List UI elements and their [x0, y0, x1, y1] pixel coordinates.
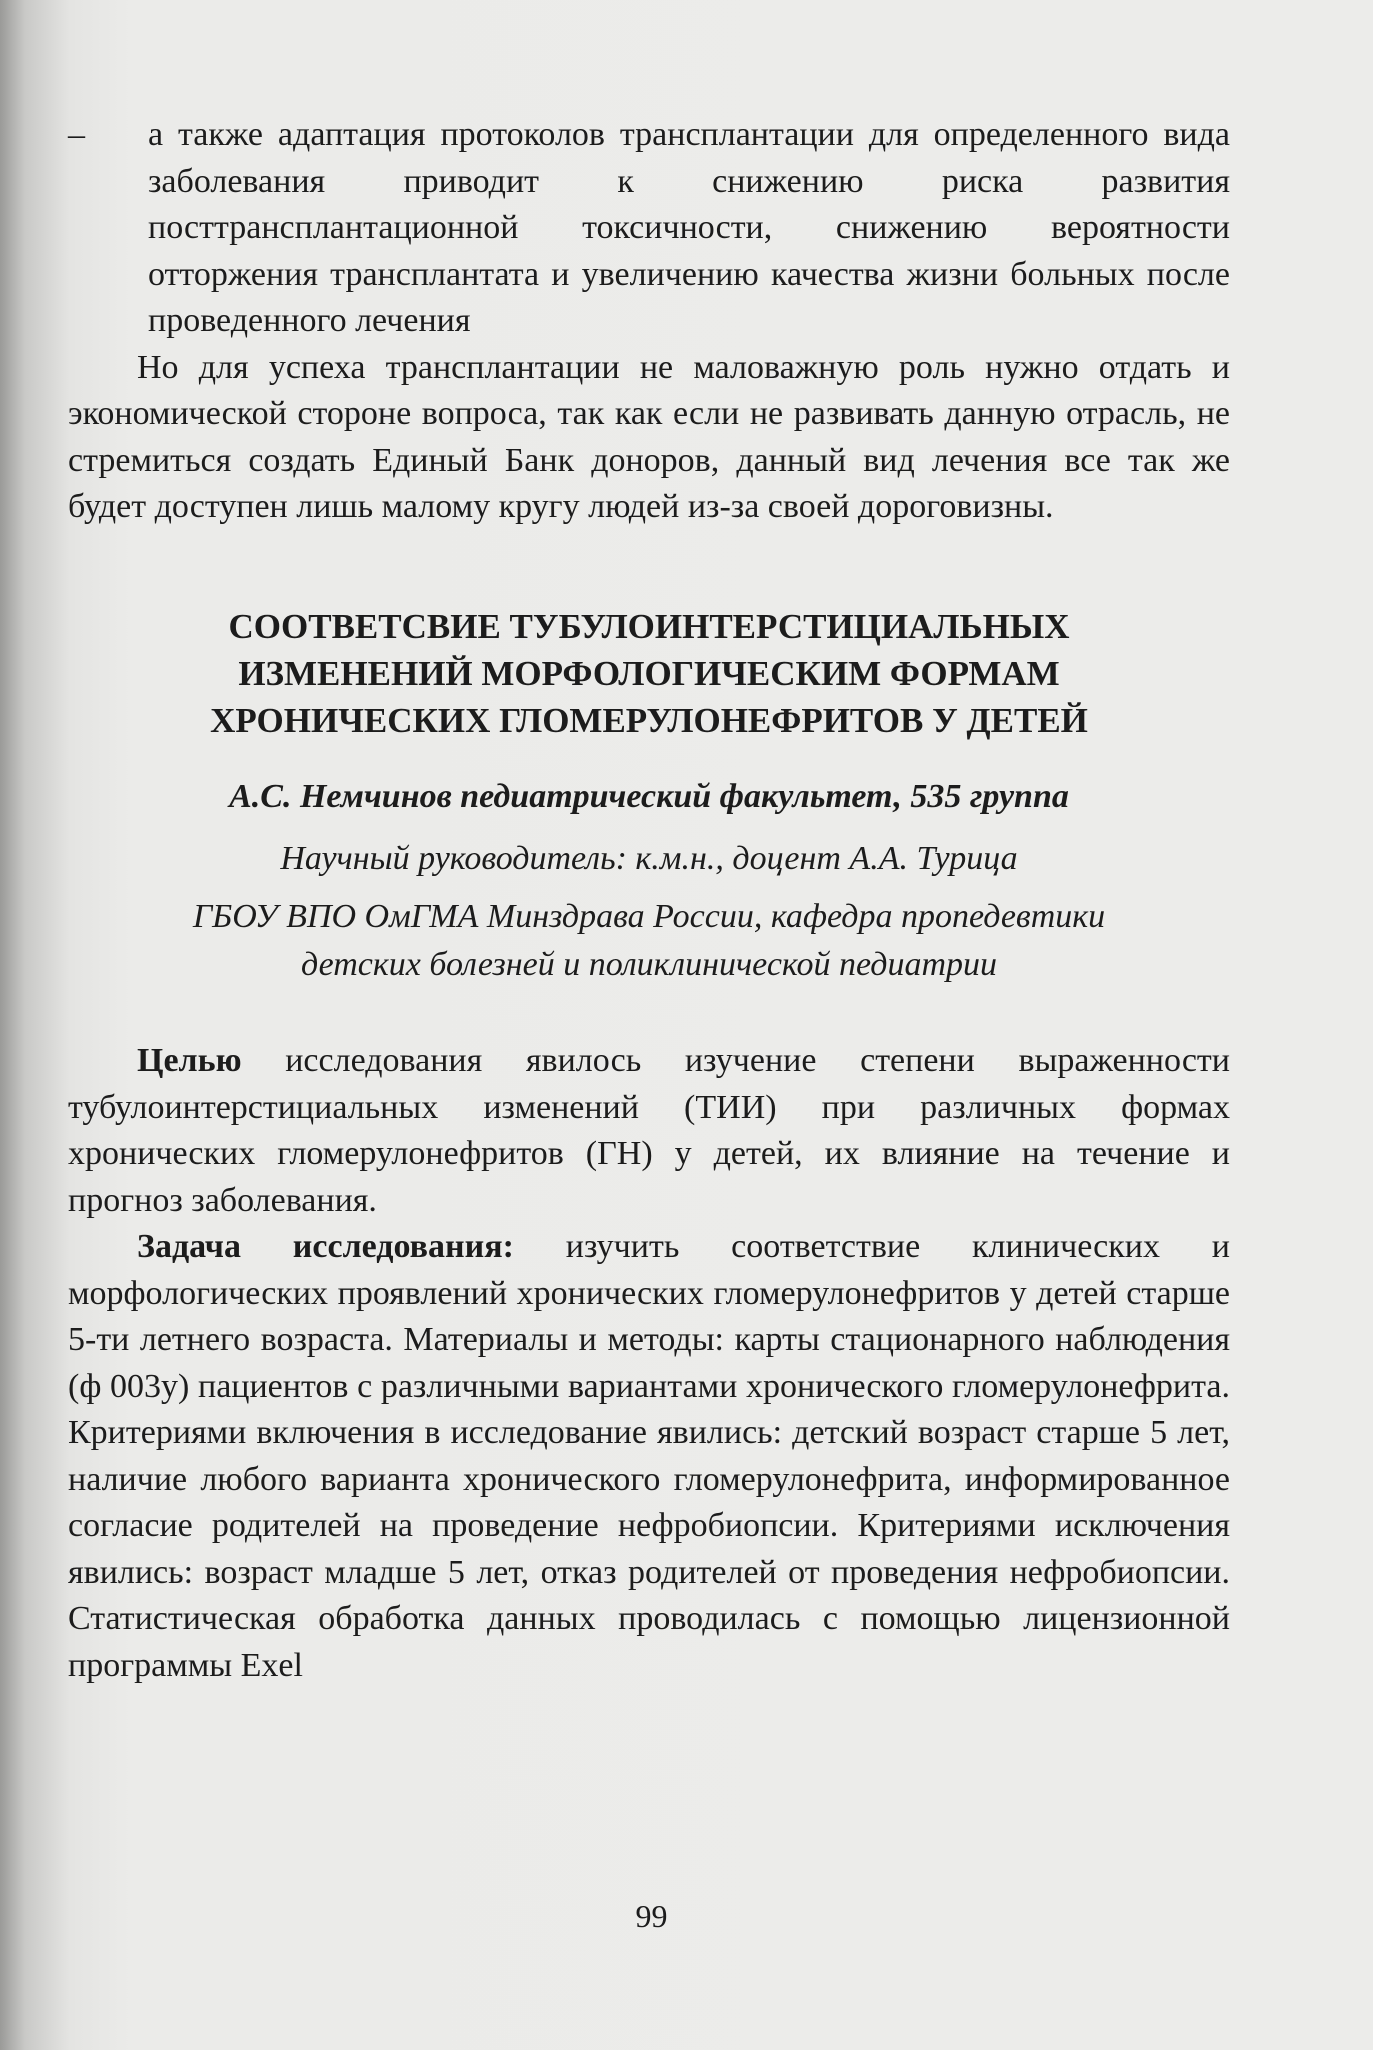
- article-title: [68, 603, 1230, 744]
- organization-line: детских болезней и поликлинической педиатрии: [300, 946, 998, 983]
- aim-label: Целью: [137, 1042, 242, 1079]
- page-number: 99: [635, 1898, 668, 1934]
- page-content: [68, 112, 1230, 1689]
- title-line: ХРОНИЧЕСКИХ ГЛОМЕРУЛОНЕФРИТОВ У ДЕТЕЙ: [210, 700, 1088, 740]
- organization-line: ГБОУ ВПО ОмГМА Минздрава России, кафедра пропедевтики: [192, 898, 1106, 935]
- aim-paragraph: [68, 1038, 1230, 1224]
- task-paragraph: [68, 1224, 1230, 1689]
- conclusion-paragraph: Но для успеха трансплантации не маловажную роль нужно отдать и экономической стороне вопроса, так как если не развивать данную отрасль, не стремиться создать Единый Банк доноров, данный вид лечения все так же будет доступен лишь малому кругу людей из-за своей дороговизны.: [68, 348, 1230, 525]
- organization: [68, 893, 1230, 989]
- task-text: изучить соответствие клинических и морфологических проявлений хронических гломерулонефритов у детей старше 5-ти летнего возраста. Материалы и методы: карты стационарного наблюдения (ф 003у) пациентов с различными вариантами хронического гломерулонефрита. Критериями включения в исследование явились: детский возраст старше 5 лет, наличие любого варианта хронического гломерулонефрита, информированное согласие родителей на проведение нефробиопсии. Критериями исключения явились: возраст младше 5 лет, отказ родителей от проведения нефробиопсии. Статистическая обработка данных проводилась с помощью лицензионной программы Exel: [68, 1228, 1230, 1684]
- bullet-text: а также адаптация протоколов трансплантации для определенного вида заболевания приводит к снижению риска развития посттрансплантационной токсичности, снижению вероятности отторжения трансплантата и увеличению качества жизни больных после проведенного лечения: [148, 116, 1230, 339]
- title-line: ИЗМЕНЕНИЙ МОРФОЛОГИЧЕСКИМ ФОРМАМ: [238, 653, 1060, 693]
- supervisor-line: Научный руководитель: к.м.н., доцент А.А. Турица: [280, 839, 1018, 877]
- task-label: Задача исследования:: [137, 1228, 514, 1265]
- bullet-dash: –: [68, 116, 85, 153]
- title-line: СООТВЕТСВИЕ ТУБУЛОИНТЕРСТИЦИАЛЬНЫХ: [228, 606, 1070, 646]
- aim-text: исследования явилось изучение степени выраженности тубулоинтерстициальных изменений (ТИИ) при различных формах хронических гломерулонефритов (ГН) у детей, их влияние на течение и прогноз заболевания.: [68, 1042, 1230, 1219]
- author-line: А.С. Немчинов педиатрический факультет, 535 группа: [229, 777, 1069, 815]
- bullet-item: [68, 112, 1230, 345]
